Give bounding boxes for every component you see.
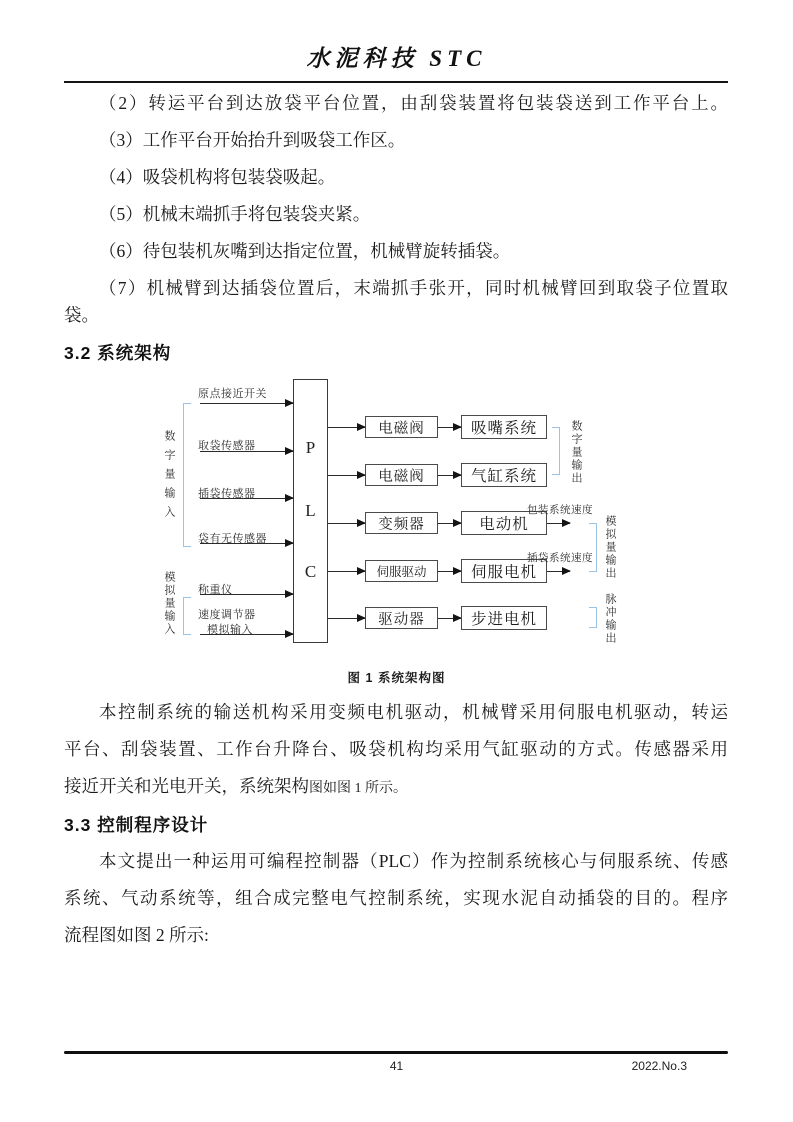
- input-arrow-2: [200, 451, 293, 452]
- section-heading-3-2: 3.2 系统架构: [64, 343, 172, 363]
- figure1-diagram: [0, 375, 793, 657]
- input-label-bag-presence-sensor: 袋有无传感器: [198, 533, 267, 545]
- paragraph2-line2: 系统、气动系统等，组合成完整电气控制系统，实现水泥自动插袋的目的。程序: [64, 888, 728, 908]
- digital-input-bracket: [183, 403, 191, 547]
- input-label-bag-insert-sensor: 插袋传感器: [198, 488, 256, 500]
- speed-label-bag-insert: 插袋系统速度: [527, 552, 593, 564]
- input-arrow-6: [200, 634, 293, 635]
- driver-box-solenoid-1: 电磁阀: [365, 416, 438, 438]
- paragraph1-line3: [64, 774, 728, 801]
- list-item-3: （3）工作平台开始抬升到吸袋工作区。: [99, 130, 406, 150]
- input-label-weigher: 称重仪: [198, 584, 233, 596]
- device-box-stepper-motor: 步进电机: [461, 606, 547, 630]
- figure1-caption: 图 1 系统架构图: [347, 671, 446, 685]
- device-box-suction-nozzle: 吸嘴系统: [461, 415, 547, 439]
- paragraph1-line2: 平台、刮袋装置、工作台升降台、吸袋机构均采用气缸驱动的方式。传感器采用: [64, 739, 728, 759]
- plc-out-arrow-3: [328, 523, 365, 524]
- digital-output-group-label: 数字量输出: [570, 420, 582, 485]
- driver-box-stepper-driver: 驱动器: [365, 607, 438, 629]
- input-label-speed-regulator: 速度调节器: [198, 609, 256, 621]
- plc-box: [293, 379, 328, 643]
- analog-output-group-label: 模拟量输出: [604, 515, 616, 580]
- driver-box-solenoid-2: 电磁阀: [365, 464, 438, 486]
- input-label-origin-switch: 原点接近开关: [198, 388, 267, 400]
- mid-arrow-5: [438, 618, 461, 619]
- analog-input-group-label: 模拟量输入: [163, 571, 175, 636]
- section-heading-3-3: 3.3 控制程序设计: [64, 815, 209, 835]
- input-arrow-3: [200, 498, 293, 499]
- input-label-analog-input: 模拟输入: [207, 624, 253, 636]
- analog-input-bracket: [183, 597, 191, 635]
- plc-out-arrow-5: [328, 618, 365, 619]
- paragraph1-line3-main: 接近开关和光电开关，系统架构: [64, 776, 309, 796]
- list-item-5: （5）机械末端抓手将包装袋夹紧。: [99, 204, 371, 224]
- mid-arrow-3: [438, 523, 461, 524]
- paragraph2-line3: 流程图如图 2 所示:: [64, 925, 209, 945]
- digital-output-bracket: [552, 427, 560, 475]
- plc-letter-p: P: [305, 438, 316, 457]
- plc-out-arrow-1: [328, 427, 365, 428]
- plc-letter-l: L: [305, 501, 316, 520]
- input-arrow-1: [200, 403, 293, 404]
- speed-arrow-bag-insert: [547, 571, 570, 572]
- speed-arrow-packaging: [547, 523, 570, 524]
- header-rule: [64, 81, 728, 83]
- mid-arrow-2: [438, 475, 461, 476]
- list-item-4: （4）吸袋机构将包装袋吸起。: [99, 167, 336, 187]
- device-box-motor: 电动机: [461, 511, 547, 535]
- plc-out-arrow-4: [328, 571, 365, 572]
- paragraph1-line3-small: 图如图 1 所示。: [309, 781, 407, 796]
- pulse-output-group-label: 脉冲输出: [604, 593, 616, 645]
- analog-output-bracket: [589, 523, 597, 572]
- plc-letter-c: C: [304, 562, 317, 581]
- driver-box-inverter: 变频器: [365, 512, 438, 534]
- mid-arrow-1: [438, 427, 461, 428]
- paragraph2-line1: 本文提出一种运用可编程控制器（PLC）作为控制系统核心与伺服系统、传感: [99, 851, 728, 871]
- footer-rule: [64, 1051, 728, 1054]
- list-item-7-wrap: 袋。: [64, 305, 99, 325]
- input-arrow-4: [200, 543, 293, 544]
- list-item-7: （7）机械臂到达插袋位置后，末端抓手张开，同时机械臂回到取袋子位置取: [99, 278, 728, 298]
- input-label-bag-pick-sensor: 取袋传感器: [198, 440, 256, 452]
- journal-title: 水泥科技 STC: [306, 46, 487, 71]
- driver-box-servo-drive: 伺服驱动: [365, 560, 438, 582]
- digital-input-group-label: 数字量输入: [163, 430, 175, 525]
- pulse-output-bracket: [589, 607, 597, 628]
- device-box-servo-motor: 伺服电机: [461, 559, 547, 583]
- device-box-cylinder: 气缸系统: [461, 463, 547, 487]
- speed-label-packaging: 包装系统速度: [527, 504, 593, 516]
- input-arrow-5: [200, 594, 293, 595]
- list-item-6: （6）待包装机灰嘴到达指定位置，机械臂旋转插袋。: [99, 241, 511, 261]
- list-item-2: （2）转运平台到达放袋平台位置，由刮袋装置将包装袋送到工作平台上。: [99, 93, 728, 113]
- issue-label: 2022.No.3: [631, 1059, 687, 1073]
- page-number: 41: [389, 1059, 404, 1073]
- paragraph1-line1: 本控制系统的输送机构采用变频电机驱动，机械臂采用伺服电机驱动，转运: [99, 702, 728, 722]
- mid-arrow-4: [438, 571, 461, 572]
- plc-out-arrow-2: [328, 475, 365, 476]
